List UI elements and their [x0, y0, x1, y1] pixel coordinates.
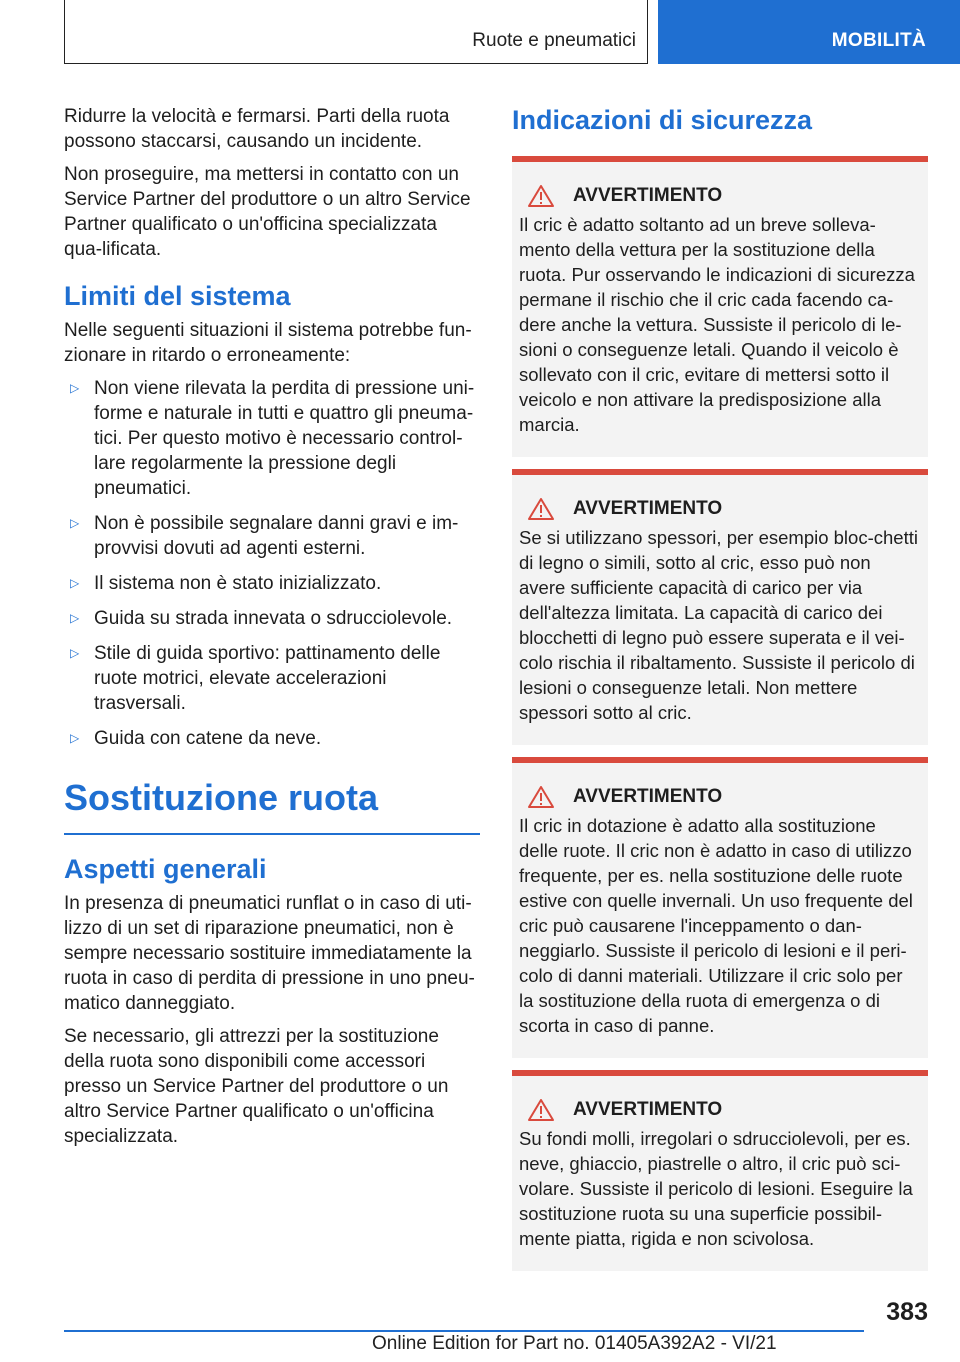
edition-note: Online Edition for Part no. 01405A392A2 - VI/21 [372, 1333, 777, 1354]
list-item: ▷ Non è possibile segnalare danni gravi e im-provvisi dovuti ad agenti esterni. [70, 513, 459, 559]
chapter-tab [658, 0, 960, 64]
warning-header [519, 785, 920, 809]
list-item: ▷ Guida su strada innevata o sdrucciolevole. [70, 608, 453, 629]
warning-box [512, 757, 928, 1058]
warning-triangle-icon [527, 184, 555, 208]
limits-intro: Nelle seguenti situazioni il sistema potrebbe fun-zionare in ritardo o erroneamente: [64, 320, 472, 366]
warning-text: Il cric in dotazione è adatto alla sostituzione delle ruote. Il cric non è adatto in caso di utilizzo frequente, per es. nella sostituzione delle ruote estive con quelle invernali. Un uso frequente del cric può causarene l'inceppamento o dan-neggiarlo. Sussiste il pericolo di lesioni e il peri-colo di danni materiali. Utilizzare il cric solo per la sostituzione della ruota di emergenza o di scorta in caso di panne. [519, 815, 913, 1036]
warning-text: Il cric è adatto soltanto ad un breve solleva-mento della vettura per la sostituzione della ruota. Pur osservando le indicazioni di sicurezza permane il rischio che il cric cada facendo ca-dere anche la vettura. Sussiste il pericolo di le-sioni o conseguenze letali. Quando il veicolo è sollevato con il cric, evitare di mettersi sotto il veicolo e non attivare la predisposizione alla marcia. [519, 214, 915, 435]
triangle-bullet-icon: ▷ [70, 611, 80, 625]
warning-box [512, 156, 928, 457]
intro-paragraph-2: Non proseguire, ma mettersi in contatto con un Service Partner del produttore o un altro Service Partner qualificato o un'officina specializzata qua-lificata. [64, 164, 471, 260]
warning-triangle-icon [527, 785, 555, 809]
warning-header [519, 497, 920, 521]
triangle-bullet-icon: ▷ [70, 576, 80, 590]
warning-box [512, 469, 928, 745]
triangle-bullet-icon: ▷ [70, 381, 80, 395]
warning-triangle-icon [527, 497, 555, 521]
limits-heading: Limiti del sistema [64, 281, 291, 311]
warning-box [512, 1070, 928, 1271]
warning-text: Se si utilizzano spessori, per esempio bloc-chetti di legno o simili, sotto al cric, esso può non avere sufficiente capacità di carico per via dell'altezza limitata. La capacità di carico dei blocchetti di legno può essere superata e il vei-colo rischia il ribaltamento. Sussiste il pericolo di lesioni o conseguenze letali. Non mettere spessori sotto al cric. [519, 527, 918, 723]
warning-label: AVVERTIMENTO [573, 1099, 723, 1120]
intro-paragraph-1: Ridurre la velocità e fermarsi. Parti della ruota possono staccarsi, causando un incidente. [64, 106, 450, 152]
warning-header [519, 184, 920, 208]
list-item: ▷ Stile di guida sportivo: pattinamento delle ruote motrici, elevate accelerazioni trasversali. [70, 643, 441, 714]
warning-label: AVVERTIMENTO [573, 786, 723, 807]
triangle-bullet-icon: ▷ [70, 646, 80, 660]
page-number: 383 [886, 1298, 928, 1326]
warning-triangle-icon [527, 1098, 555, 1122]
list-item: ▷ Guida con catene da neve. [70, 728, 322, 749]
list-item: ▷ Il sistema non è stato inizializzato. [70, 573, 382, 594]
list-item: ▷ Non viene rilevata la perdita di pressione uni-forme e naturale in tutti e quattro gli pneuma-tici. Per questo motivo è necessario control-lare regolarmente la pressione degli pneumatici. [70, 378, 475, 499]
left-column [64, 104, 480, 1157]
general-heading: Aspetti generali [64, 854, 267, 884]
warning-label: AVVERTIMENTO [573, 185, 723, 206]
section-title: Ruote e pneumatici [472, 30, 636, 51]
safety-heading: Indicazioni di sicurezza [512, 105, 813, 135]
footer-divider [64, 1330, 864, 1332]
right-column [512, 104, 928, 1283]
general-paragraph-2: Se necessario, gli attrezzi per la sostituzione della ruota sono disponibili come accessori presso un Service Partner del produttore o un altro Service Partner qualificato o un'officina specializzata. [64, 1026, 449, 1147]
triangle-bullet-icon: ▷ [70, 516, 80, 530]
limits-list [64, 376, 480, 751]
wheel-change-heading: Sostituzione ruota [64, 775, 480, 835]
warning-text: Su fondi molli, irregolari o sdrucciolevoli, per es. neve, ghiaccio, piastrelle o altro, il cric può sci-volare. Sussiste il pericolo di lesioni. Eseguire la sostituzione ruota su una superficie possibil-mente piatta, rigida e non scivolosa. [519, 1128, 913, 1249]
general-paragraph-1: In presenza di pneumatici runflat o in caso di uti-lizzo di un set di riparazione pneumatici, non è sempre necessario sostituire immediatamente la ruota in caso di perdita di pressione in uno pneu-matico danneggiato. [64, 893, 475, 1014]
triangle-bullet-icon: ▷ [70, 731, 80, 745]
warning-header [519, 1098, 920, 1122]
warning-label: AVVERTIMENTO [573, 498, 723, 519]
chapter-label: MOBILITÀ [831, 30, 926, 51]
